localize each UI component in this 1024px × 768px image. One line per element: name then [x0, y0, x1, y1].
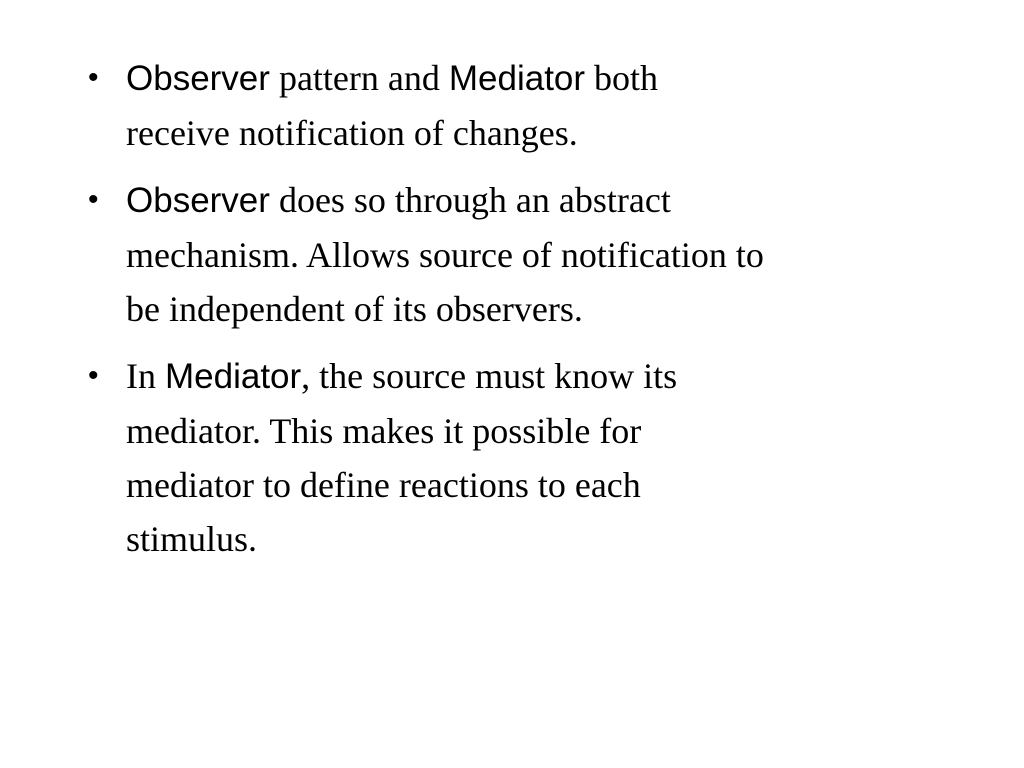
bullet-marker: • [88, 183, 99, 216]
bullet-list [88, 51, 948, 579]
bullet-text: pattern and [269, 58, 449, 98]
bullet-text: receive notification of changes. [126, 113, 578, 153]
bullet-marker: • [88, 359, 99, 392]
term-mediator: Mediator [165, 357, 302, 396]
bullet-text: both [585, 58, 659, 98]
bullet-text: In [126, 356, 165, 396]
term-observer: Observer [126, 181, 270, 220]
bullet-item-mediator-source [88, 349, 948, 566]
bullet-text: stimulus. [126, 519, 258, 559]
term-observer: Observer [126, 59, 270, 98]
bullet-text: , the source must know its [301, 356, 678, 396]
bullet-text: mediator. This makes it possible for [126, 411, 642, 451]
bullet-text: mechanism. Allows source of notification to [126, 235, 764, 275]
bullet-text: be independent of its observers. [126, 289, 583, 329]
bullet-item-observer-mediator [88, 51, 948, 160]
bullet-text: mediator to define reactions to each [126, 465, 641, 505]
term-mediator: Mediator [448, 59, 586, 98]
bullet-item-observer-abstract [88, 173, 948, 336]
bullet-text: does so through an abstract [269, 180, 671, 220]
bullet-marker: • [88, 61, 99, 94]
